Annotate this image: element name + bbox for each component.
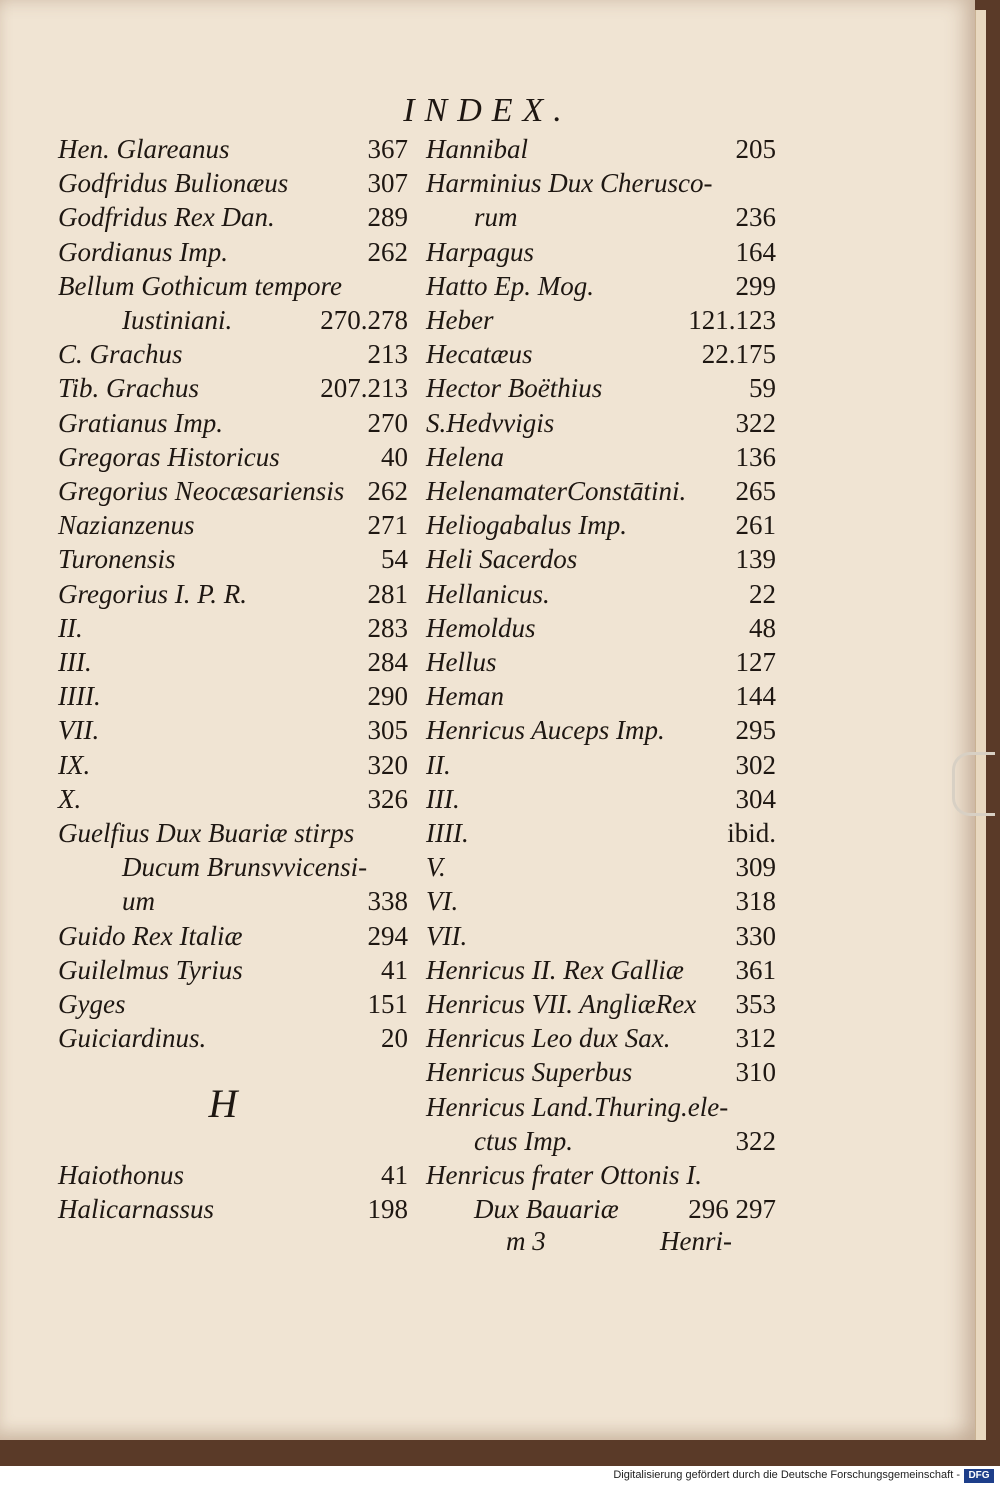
entry-name: Guido Rex Italiæ (58, 920, 243, 951)
entry-name: Bellum Gothicum tempore (58, 270, 342, 301)
index-entry (426, 852, 776, 886)
entry-page: 330 (735, 920, 776, 951)
entry-name: Henricus Leo dux Sax. (426, 1023, 671, 1054)
entry-name: X. (58, 783, 82, 814)
entry-page: 139 (735, 544, 776, 575)
entry-name: IX. (58, 749, 91, 780)
entry-page: 22.175 (701, 339, 776, 370)
index-entry (58, 886, 408, 920)
index-entry (426, 408, 776, 442)
entry-name: Gregoras Historicus (58, 441, 280, 472)
entry-page: 305 (367, 715, 408, 746)
entry-name: C. Grachus (58, 339, 183, 370)
index-entry (426, 647, 776, 681)
index-entry (426, 1160, 776, 1194)
entry-name: Hecatæus (426, 339, 533, 370)
entry-name: III. (426, 783, 460, 814)
index-entry (58, 476, 408, 510)
dfg-logo: DFG (964, 1469, 994, 1483)
entry-name: Godfridus Rex Dan. (58, 202, 275, 233)
entry-name: VII. (58, 715, 100, 746)
entry-name: um (122, 886, 155, 917)
entry-page: 322 (735, 407, 776, 438)
entry-name: Tib. Grachus (58, 373, 200, 404)
entry-page: 294 (367, 920, 408, 951)
entry-name: Henricus II. Rex Galliæ (426, 954, 684, 985)
index-entry (426, 715, 776, 749)
index-entry (58, 647, 408, 681)
entry-page: 318 (735, 886, 776, 917)
entry-name: Turonensis (58, 544, 176, 575)
entry-page: 296 297 (688, 1194, 776, 1225)
entry-page: 261 (735, 510, 776, 541)
entry-name: Hellanicus. (426, 578, 550, 609)
index-entry (58, 510, 408, 544)
entry-name: Iustiniani. (122, 305, 233, 335)
entry-name: IIII. (426, 818, 469, 848)
entry-page: 262 (367, 236, 408, 267)
entry-page: 40 (381, 441, 408, 472)
page-edge (975, 10, 986, 1440)
index-entry (58, 1023, 408, 1057)
index-entry (58, 921, 408, 955)
index-entry (426, 510, 776, 544)
entry-page: 326 (367, 783, 408, 814)
entry-name: Godfridus Bulionæus (58, 168, 289, 199)
index-entry (58, 784, 408, 818)
clasp-loop (952, 752, 995, 816)
entry-name: Halicarnassus (58, 1194, 215, 1225)
entry-name: Harpagus (426, 236, 535, 267)
entry-page: 151 (367, 989, 408, 1019)
entry-name: Heli Sacerdos (426, 544, 578, 575)
entry-page: 207.213 (320, 373, 408, 404)
index-entry (426, 305, 776, 339)
index-entry (426, 1023, 776, 1057)
entry-name: S.Hedvvigis (426, 407, 555, 438)
index-entry (58, 681, 408, 715)
entry-page: 164 (735, 236, 776, 267)
entry-page: 213 (367, 339, 408, 370)
entry-page: 121.123 (688, 305, 776, 335)
entry-name: Haiothonus (58, 1160, 185, 1190)
index-entry (426, 1057, 776, 1091)
index-entry (426, 784, 776, 818)
entry-page: 322 (735, 1125, 776, 1156)
entry-name: ctus Imp. (474, 1125, 573, 1156)
index-entry (58, 373, 408, 407)
entry-page: 307 (367, 168, 408, 199)
entry-page: 198 (367, 1194, 408, 1225)
index-entry (58, 715, 408, 749)
index-entry (58, 818, 408, 852)
index-entry (426, 237, 776, 271)
index-entry (426, 339, 776, 373)
entry-name: Heliogabalus Imp. (426, 510, 627, 541)
entry-page: 205 (735, 134, 776, 164)
entry-name: Henricus frater Ottonis I. (426, 1160, 702, 1190)
entry-page: 289 (367, 202, 408, 233)
entry-page: 310 (735, 1057, 776, 1088)
entry-name: II. (426, 749, 451, 780)
index-entry (426, 544, 776, 578)
index-entry (426, 168, 776, 202)
entry-page: 367 (367, 134, 408, 164)
entry-page: 270 (367, 407, 408, 438)
entry-page: 271 (367, 510, 408, 541)
footer-bar (0, 1466, 1000, 1486)
entry-name: II. (58, 612, 83, 643)
entry-page: 41 (381, 954, 408, 985)
entry-name: Guiciardinus. (58, 1023, 207, 1054)
entry-name: Heber (426, 305, 494, 335)
section-letter: H (208, 1081, 238, 1126)
entry-page: 338 (367, 886, 408, 917)
index-entry (58, 305, 408, 339)
entry-page: 265 (735, 476, 776, 506)
entry-page: 309 (735, 852, 776, 883)
entry-page: 22 (749, 578, 776, 609)
signature-mark: m 3 (506, 1226, 546, 1256)
catchword: Henri- (660, 1226, 732, 1256)
entry-name: Guilelmus Tyrius (58, 954, 243, 985)
entry-page: 20 (381, 1023, 408, 1054)
entry-page: 270.278 (320, 305, 408, 335)
entry-page: 262 (367, 476, 408, 506)
entry-page: 353 (735, 989, 776, 1019)
index-entry (426, 1092, 776, 1126)
entry-name: V. (426, 852, 446, 883)
entry-name: Harminius Dux Cherusco- (426, 168, 713, 199)
entry-page: 54 (381, 544, 408, 575)
index-entry (426, 955, 776, 989)
entry-page: 295 (735, 715, 776, 746)
index-entry (58, 544, 408, 578)
entry-name: Henricus Auceps Imp. (426, 715, 665, 746)
entry-page: 144 (735, 681, 776, 712)
index-entry (58, 1160, 408, 1194)
index-entry (426, 579, 776, 613)
index-entry (58, 852, 408, 886)
entry-name: Hannibal (426, 134, 529, 164)
index-entry (426, 681, 776, 715)
index-entry (58, 955, 408, 989)
entry-name: Gordianus Imp. (58, 236, 229, 267)
entry-page: 304 (735, 783, 776, 814)
entry-name: Gregorius Neocæsariensis (58, 476, 345, 506)
entry-name: Hemoldus (426, 612, 536, 643)
entry-name: Helena (426, 441, 504, 472)
entry-name: Gratianus Imp. (58, 407, 224, 438)
index-entry (426, 1194, 776, 1228)
entry-page: 59 (749, 373, 776, 404)
entry-name: VII. (426, 920, 468, 951)
entry-name: Hen. Glareanus (58, 134, 230, 164)
entry-name: Henricus Land.Thuring.ele- (426, 1091, 729, 1122)
index-entry (58, 579, 408, 613)
index-entry (58, 989, 408, 1023)
index-entry (58, 168, 408, 202)
index-entry (58, 408, 408, 442)
entry-name: HelenamaterConstātini. (426, 476, 687, 506)
entry-page: 136 (735, 441, 776, 472)
entry-name: Gyges (58, 989, 126, 1019)
entry-name: Hatto Ep. Mog. (426, 270, 594, 301)
entry-page: 41 (381, 1160, 408, 1190)
index-entry (426, 373, 776, 407)
index-entry (426, 750, 776, 784)
entry-page: 312 (735, 1023, 776, 1054)
entry-page: 236 (735, 202, 776, 233)
entry-page: 283 (367, 612, 408, 643)
entry-name: Hellus (426, 647, 497, 677)
entry-name: III. (58, 647, 92, 677)
index-entry (426, 1126, 776, 1160)
index-entry (426, 134, 776, 168)
index-entry (426, 271, 776, 305)
entry-name: VI. (426, 886, 459, 917)
entry-page: ibid. (727, 818, 776, 848)
index-entry (58, 442, 408, 476)
index-entry (426, 818, 776, 852)
index-entry (426, 921, 776, 955)
running-header: INDEX. (403, 92, 572, 129)
index-entry (426, 613, 776, 647)
index-entry (58, 1194, 408, 1228)
index-entry (426, 202, 776, 236)
entry-name: Henricus VII. AngliæRex (426, 989, 697, 1019)
entry-page: 48 (749, 612, 776, 643)
index-entry (426, 476, 776, 510)
entry-name: Henricus Superbus (426, 1057, 633, 1088)
entry-name: Dux Bauariæ (474, 1194, 619, 1225)
entry-page: 290 (367, 681, 408, 712)
index-entry (58, 134, 408, 168)
entry-page: 284 (367, 647, 408, 677)
entry-page: 320 (367, 749, 408, 780)
footer-credit: Digitalisierung gefördert durch die Deutsche Forschungsgemeinschaft - (613, 1469, 960, 1481)
entry-page: 127 (735, 647, 776, 677)
entry-page: 299 (735, 270, 776, 301)
index-entry (426, 442, 776, 476)
entry-page: 281 (367, 578, 408, 609)
index-entry (58, 202, 408, 236)
index-entry (426, 989, 776, 1023)
index-entry (426, 886, 776, 920)
entry-name: rum (474, 202, 518, 233)
entry-name: Nazianzenus (58, 510, 195, 541)
index-entry (58, 339, 408, 373)
entry-page: 361 (735, 954, 776, 985)
entry-name: IIII. (58, 681, 101, 712)
entry-name: Hector Boëthius (426, 373, 603, 404)
entry-name: Ducum Brunsvvicensi- (122, 852, 368, 883)
index-entry (58, 271, 408, 305)
index-entry (58, 237, 408, 271)
entry-name: Guelfius Dux Buariæ stirps (58, 818, 355, 848)
entry-page: 302 (735, 749, 776, 780)
entry-name: Heman (426, 681, 504, 712)
entry-name: Gregorius I. P. R. (58, 578, 247, 609)
index-entry (58, 613, 408, 647)
index-entry (58, 750, 408, 784)
